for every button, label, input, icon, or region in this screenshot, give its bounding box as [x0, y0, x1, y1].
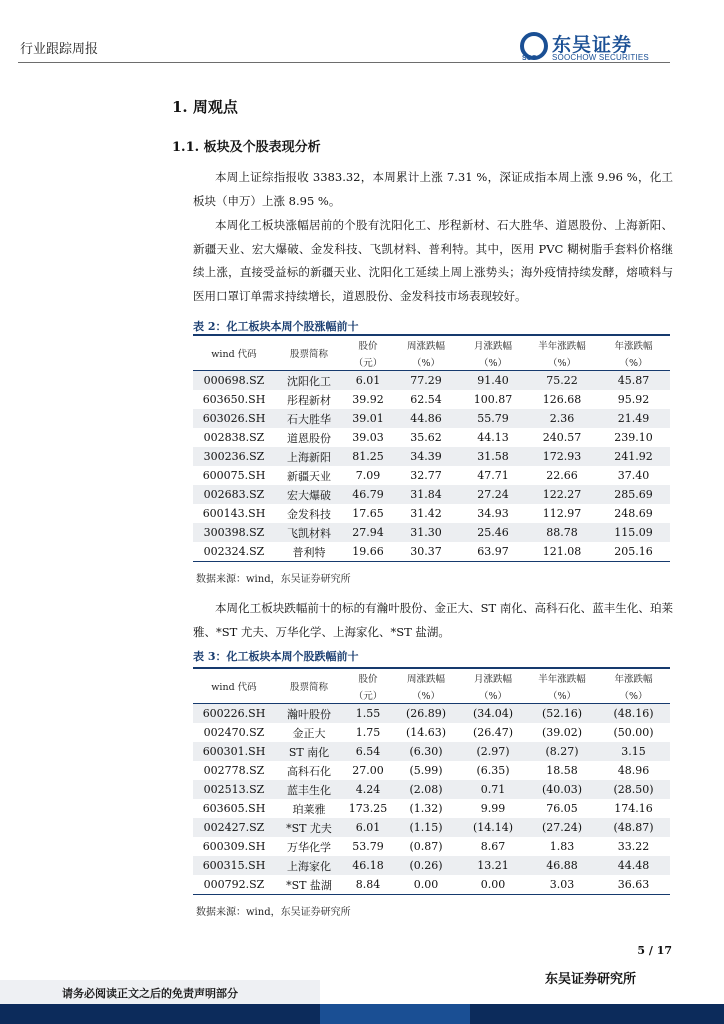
cell-week: (14.63) — [405, 726, 447, 739]
th-pct: （%） — [393, 686, 459, 704]
cell-month: (14.14) — [459, 818, 527, 837]
cell-code: 002324.SZ — [193, 542, 275, 562]
th-week: 周涨跌幅 — [393, 335, 459, 353]
cell-name: 彤程新材 — [287, 393, 331, 407]
th-name: 股票简称 — [275, 668, 343, 704]
header-divider — [18, 62, 670, 63]
cell-price: 46.79 — [343, 485, 393, 504]
cell-half-year: 122.27 — [527, 485, 597, 504]
cell-half-year: (40.03) — [527, 780, 597, 799]
cell-price: 1.75 — [355, 726, 381, 739]
cell-week: 31.42 — [410, 507, 442, 520]
cell-month: 55.79 — [459, 409, 527, 428]
th-half-year: 半年涨跌幅 — [527, 335, 597, 353]
cell-code: 600301.SH — [193, 742, 275, 761]
footer-disclaimer: 请务必阅读正文之后的免责声明部分 — [62, 987, 238, 1000]
table-row — [193, 428, 670, 447]
cell-year: 239.10 — [614, 431, 653, 444]
cell-month: (34.04) — [459, 704, 527, 724]
cell-code: 000792.SZ — [193, 875, 275, 895]
cell-name: 万华化学 — [287, 840, 331, 854]
table-row — [193, 742, 670, 761]
cell-year: 285.69 — [597, 485, 670, 504]
cell-year: 3.15 — [597, 742, 670, 761]
cell-month: 44.13 — [477, 431, 509, 444]
cell-half-year: 121.08 — [527, 542, 597, 562]
cell-code: 603605.SH — [202, 802, 266, 815]
table3-source: 数据来源：wind，东吴证券研究所 — [196, 907, 351, 918]
cell-name: 上海新阳 — [275, 447, 343, 466]
cell-name: 普利特 — [275, 542, 343, 562]
table-row — [193, 856, 670, 875]
table-row — [193, 799, 670, 818]
th-pct: （%） — [527, 353, 597, 371]
table3-title: 表 3：化工板块本周个股跌幅前十 — [193, 650, 359, 663]
cell-price: 27.00 — [352, 764, 384, 777]
table2-source: 数据来源：wind，东吴证券研究所 — [196, 574, 351, 585]
cell-year: 174.16 — [614, 802, 653, 815]
cell-week: 34.39 — [393, 447, 459, 466]
cell-price: 39.92 — [352, 393, 384, 406]
cell-price: 17.65 — [352, 507, 384, 520]
table-row — [193, 761, 670, 780]
cell-half-year: 240.57 — [542, 431, 582, 444]
table-row — [193, 390, 670, 409]
cell-price: 7.09 — [355, 469, 381, 482]
cell-half-year: (39.02) — [541, 726, 583, 739]
cell-month: 34.93 — [477, 507, 509, 520]
cell-half-year: 76.05 — [546, 802, 578, 815]
cell-month: 25.46 — [459, 523, 527, 542]
th-pct: （%） — [527, 686, 597, 704]
cell-code: 002470.SZ — [203, 726, 265, 739]
cell-price: 27.94 — [343, 523, 393, 542]
cell-month: (26.47) — [472, 726, 514, 739]
cell-week: (6.30) — [393, 742, 459, 761]
cell-name: 金发科技 — [287, 507, 331, 521]
cell-name: 瀚叶股份 — [275, 704, 343, 724]
cell-price: 46.18 — [343, 856, 393, 875]
cell-week: 31.84 — [393, 485, 459, 504]
th-code: wind 代码 — [193, 668, 275, 704]
cell-price: 4.24 — [343, 780, 393, 799]
th-pct: （%） — [459, 686, 527, 704]
cell-year: 241.92 — [597, 447, 670, 466]
cell-code: 600315.SH — [193, 856, 275, 875]
cell-year: 248.69 — [614, 507, 653, 520]
cell-price: 53.79 — [352, 840, 384, 853]
cell-year: 36.63 — [597, 875, 670, 895]
cell-year: 95.92 — [617, 393, 650, 406]
cell-week: (26.89) — [393, 704, 459, 724]
th-price-unit: （元） — [343, 686, 393, 704]
th-week: 周涨跌幅 — [393, 668, 459, 686]
cell-name: 上海家化 — [275, 856, 343, 875]
cell-code: 600075.SH — [202, 469, 266, 482]
cell-code: 603650.SH — [202, 393, 266, 406]
logo-cn-name: 东吴证券 — [552, 34, 633, 56]
cell-week: 62.54 — [410, 393, 442, 406]
th-price: 股价 — [343, 668, 393, 686]
cell-price: 173.25 — [348, 802, 388, 815]
cell-half-year: 172.93 — [527, 447, 597, 466]
cell-month: 47.71 — [477, 469, 509, 482]
cell-week: (5.99) — [409, 764, 443, 777]
logo-en-name: SOOCHOW SECURITIES — [552, 53, 649, 62]
th-name: 股票简称 — [275, 335, 343, 371]
cell-year: 205.16 — [597, 542, 670, 562]
cell-year: (48.16) — [597, 704, 670, 724]
cell-week: (0.87) — [409, 840, 443, 853]
cell-year: (50.00) — [613, 726, 654, 739]
cell-name: 道恩股份 — [287, 431, 331, 445]
table-row — [193, 447, 670, 466]
cell-week: (0.26) — [393, 856, 459, 875]
cell-name: 宏大爆破 — [275, 485, 343, 504]
cell-name: 石大胜华 — [275, 409, 343, 428]
cell-month: 27.24 — [459, 485, 527, 504]
cell-code: 002513.SZ — [193, 780, 275, 799]
th-price: 股价 — [343, 335, 393, 353]
th-month: 月涨跌幅 — [459, 668, 527, 686]
th-year: 年涨跌幅 — [597, 335, 670, 353]
logo-abbr: SCS — [522, 55, 537, 62]
cell-name: 珀莱雅 — [292, 802, 326, 816]
table-row — [193, 837, 670, 856]
table-row — [193, 780, 670, 799]
cell-half-year: 75.22 — [527, 371, 597, 391]
table-row — [193, 723, 670, 742]
table-row — [193, 704, 670, 724]
th-month: 月涨跌幅 — [459, 335, 527, 353]
cell-half-year: (8.27) — [527, 742, 597, 761]
cell-month: 63.97 — [459, 542, 527, 562]
cell-month: 8.67 — [480, 840, 506, 853]
th-pct: （%） — [597, 353, 670, 371]
cell-month: 31.58 — [459, 447, 527, 466]
cell-price: 6.54 — [343, 742, 393, 761]
cell-code: 300398.SZ — [193, 523, 275, 542]
th-pct: （%） — [459, 353, 527, 371]
cell-half-year: (52.16) — [527, 704, 597, 724]
cell-name: *ST 尤夫 — [275, 818, 343, 837]
table-row — [193, 523, 670, 542]
table-row — [193, 466, 670, 485]
cell-code: 600143.SH — [202, 507, 266, 520]
table3 — [193, 667, 670, 895]
cell-half-year: 2.36 — [527, 409, 597, 428]
cell-half-year: 126.68 — [542, 393, 582, 406]
cell-code: 002838.SZ — [203, 431, 265, 444]
paragraph-losers: 本周化工板块跌幅前十的标的有瀚叶股份、金正大、ST 南化、高科石化、蓝丰生化、珀莱雅、*ST 尤夫、万华化学、上海家化、*ST 盐湖。 — [193, 601, 673, 639]
page-number: 5 / 17 — [637, 944, 672, 957]
cell-code: 002683.SZ — [193, 485, 275, 504]
research-institute: 东吴证券研究所 — [544, 972, 636, 987]
cell-year: 33.22 — [617, 840, 650, 853]
th-code: wind 代码 — [193, 335, 275, 371]
cell-year: 48.96 — [617, 764, 650, 777]
cell-price: 39.03 — [352, 431, 384, 444]
cell-year: 21.49 — [597, 409, 670, 428]
cell-year: 37.40 — [617, 469, 650, 482]
cell-week: 31.30 — [393, 523, 459, 542]
cell-price: 6.01 — [343, 371, 393, 391]
cell-price: 39.01 — [343, 409, 393, 428]
cell-price: 6.01 — [343, 818, 393, 837]
cell-name: 金正大 — [292, 726, 326, 740]
cell-year: 44.48 — [597, 856, 670, 875]
cell-code: 300236.SZ — [193, 447, 275, 466]
cell-month: (2.97) — [459, 742, 527, 761]
cell-week: 0.00 — [393, 875, 459, 895]
th-half-year: 半年涨跌幅 — [527, 668, 597, 686]
cell-year: (48.87) — [597, 818, 670, 837]
cell-code: 600309.SH — [202, 840, 266, 853]
section-heading: 1. 周观点 — [172, 98, 238, 116]
table-row — [193, 875, 670, 895]
cell-half-year: 112.97 — [542, 507, 582, 520]
cell-half-year: 46.88 — [527, 856, 597, 875]
cell-week: 30.37 — [393, 542, 459, 562]
cell-name: 蓝丰生化 — [275, 780, 343, 799]
cell-code: 603026.SH — [193, 409, 275, 428]
cell-month: (6.35) — [476, 764, 510, 777]
table-row — [193, 818, 670, 837]
cell-month: 9.99 — [480, 802, 506, 815]
subsection-heading: 1.1. 板块及个股表现分析 — [172, 140, 321, 155]
report-type: 行业跟踪周报 — [20, 42, 99, 57]
cell-code: 002778.SZ — [203, 764, 265, 777]
company-logo — [520, 30, 670, 64]
cell-week: 35.62 — [410, 431, 442, 444]
cell-week: 77.29 — [393, 371, 459, 391]
cell-name: ST 南化 — [275, 742, 343, 761]
cell-name: 飞凯材料 — [275, 523, 343, 542]
cell-week: 44.86 — [393, 409, 459, 428]
cell-half-year: 3.03 — [527, 875, 597, 895]
cell-name: 沈阳化工 — [275, 371, 343, 391]
cell-month: 0.71 — [459, 780, 527, 799]
table-row — [193, 485, 670, 504]
cell-price: 8.84 — [343, 875, 393, 895]
cell-price: 1.55 — [343, 704, 393, 724]
table-row — [193, 371, 670, 391]
table2 — [193, 334, 670, 562]
cell-name: 新疆天业 — [287, 469, 331, 483]
cell-half-year: 1.83 — [549, 840, 575, 853]
th-pct: （%） — [393, 353, 459, 371]
cell-year: (28.50) — [597, 780, 670, 799]
cell-code: 600226.SH — [193, 704, 275, 724]
cell-name: 高科石化 — [287, 764, 331, 778]
paragraph-gainers: 本周化工板块涨幅居前的个股有沈阳化工、彤程新材、石大胜华、道恩股份、上海新阳、新疆天业、宏大爆破、金发科技、飞凯材料、普利特。其中，医用 PVC 糊树脂手套料价格继续上涨，直接受益标的新疆天业、沈阳化工延续上周上涨势头；海外疫情持续发酵，熔喷料与医用口罩订单需求持续增长，道恩股份、金发科技市场表现较好。 — [193, 218, 673, 303]
paragraph-market: 本周上证综指报收 3383.32，本周累计上涨 7.31 %，深证成指本周上涨 9.96 %，化工板块（申万）上涨 8.95 %。 — [193, 170, 673, 208]
cell-half-year: (27.24) — [527, 818, 597, 837]
table2-title: 表 2：化工板块本周个股涨幅前十 — [193, 320, 359, 333]
cell-year: 115.09 — [597, 523, 670, 542]
cell-code: 002427.SZ — [193, 818, 275, 837]
th-year: 年涨跌幅 — [597, 668, 670, 686]
cell-year: 45.87 — [597, 371, 670, 391]
cell-price: 81.25 — [343, 447, 393, 466]
th-pct: （%） — [597, 686, 670, 704]
cell-half-year: 18.58 — [546, 764, 578, 777]
cell-week: (1.15) — [393, 818, 459, 837]
th-price-unit: （元） — [343, 353, 393, 371]
table-row — [193, 504, 670, 523]
cell-code: 000698.SZ — [193, 371, 275, 391]
cell-month: 91.40 — [459, 371, 527, 391]
table-row — [193, 542, 670, 562]
cell-half-year: 22.66 — [546, 469, 578, 482]
cell-name: *ST 盐湖 — [275, 875, 343, 895]
footer-accent — [320, 1004, 470, 1024]
cell-week: (1.32) — [409, 802, 443, 815]
cell-week: 32.77 — [410, 469, 442, 482]
cell-week: (2.08) — [393, 780, 459, 799]
cell-month: 100.87 — [473, 393, 513, 406]
cell-half-year: 88.78 — [527, 523, 597, 542]
cell-month: 13.21 — [459, 856, 527, 875]
cell-month: 0.00 — [459, 875, 527, 895]
cell-price: 19.66 — [343, 542, 393, 562]
table-row — [193, 409, 670, 428]
